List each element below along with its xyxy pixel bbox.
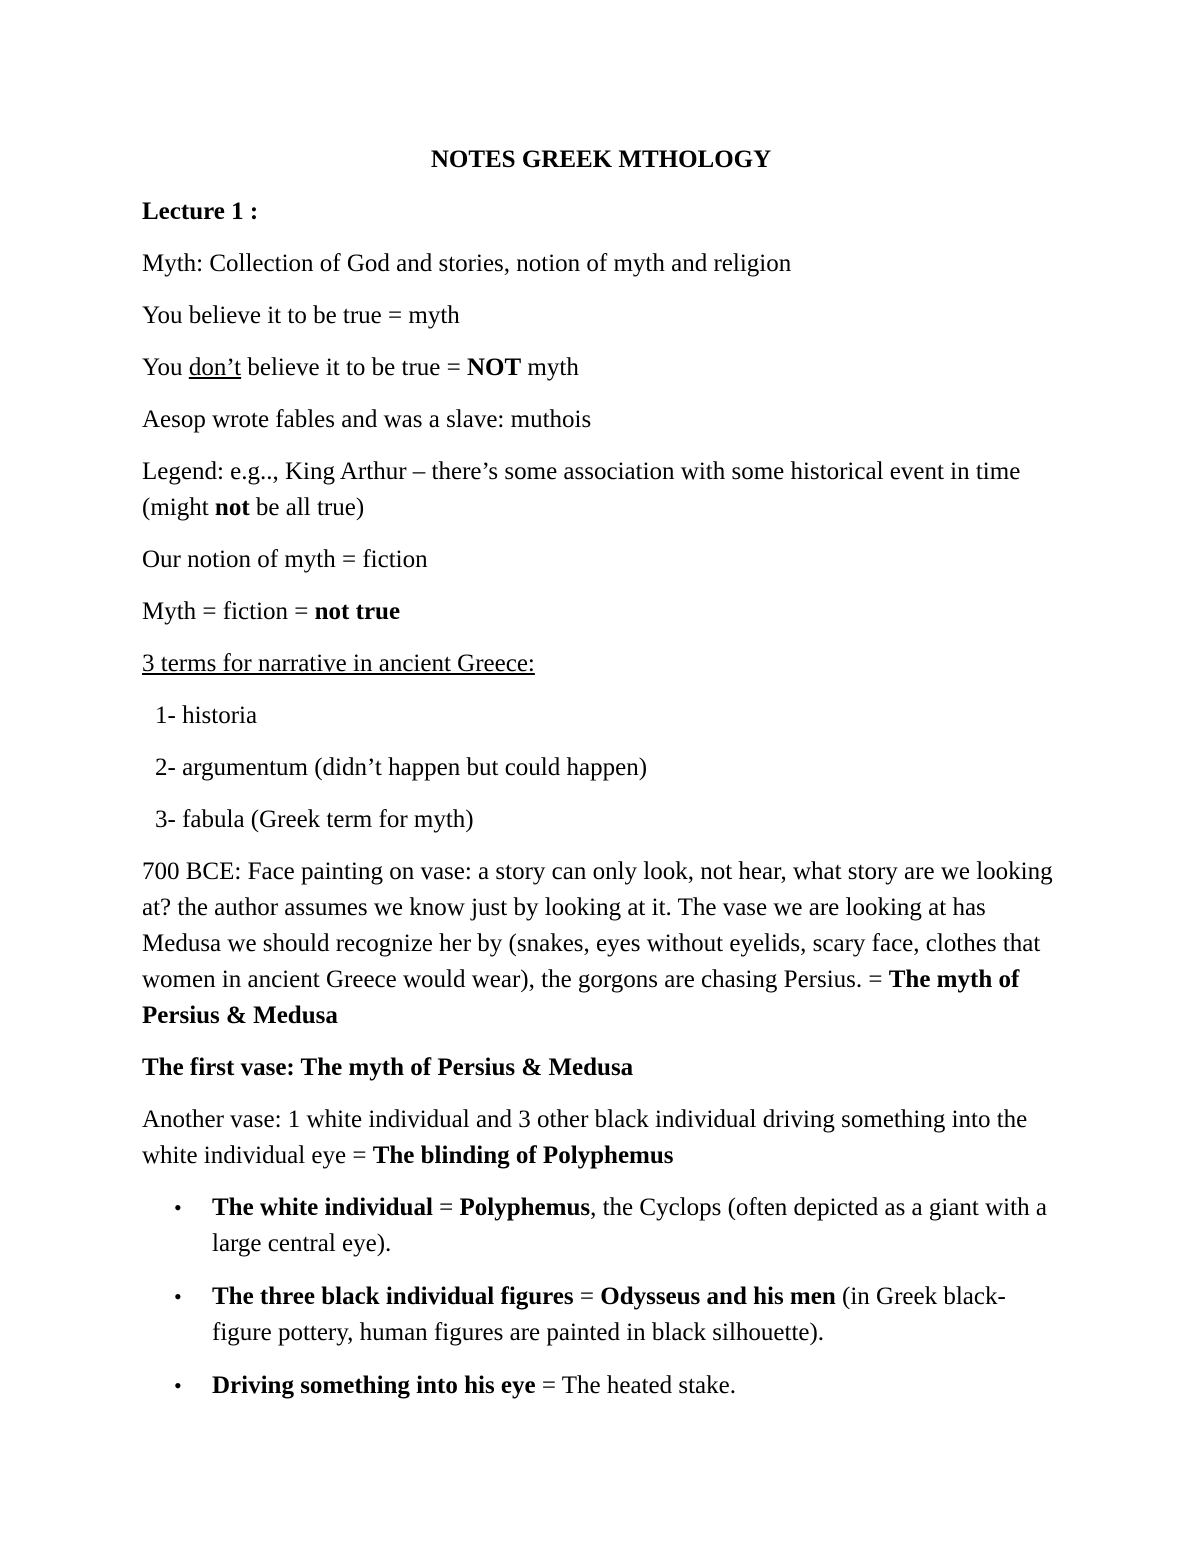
- text: =: [432, 1194, 460, 1221]
- bullet-icon: •: [174, 1195, 182, 1220]
- paragraph-dont-believe: [142, 350, 1060, 386]
- list-item: [142, 1190, 1060, 1262]
- text: The heated stake.: [561, 1372, 736, 1399]
- paragraph-vase-description: [142, 854, 1060, 1034]
- text: , the Cyclops (often depicted as a giant with a large central eye).: [212, 1194, 1047, 1257]
- text: (in Greek black-figure pottery, human figures are painted in black silhouette).: [212, 1283, 1006, 1346]
- bold-text: NOT: [466, 354, 522, 381]
- term-item: 3- fabula (Greek term for myth): [155, 806, 474, 833]
- list-item: [142, 1279, 1060, 1351]
- bold-text: Odysseus and his men: [600, 1283, 836, 1310]
- page-title: NOTES GREEK MTHOLOGY: [430, 146, 772, 173]
- bold-text: The three black individual figures: [212, 1283, 574, 1310]
- term-item: 2- argumentum (didn’t happen but could happen): [155, 754, 648, 781]
- bold-text: The white individual: [212, 1194, 433, 1221]
- paragraph-aesop: Aesop wrote fables and was a slave: muthois: [142, 406, 592, 433]
- text: Legend: e.g.., King Arthur – there’s some association with some historical event in time (might: [142, 458, 1021, 521]
- term-item: 1- historia: [155, 702, 258, 729]
- text: 700 BCE: Face painting on vase: a story can only look, not hear, what story are we looking at? the author assumes we know just by looking at it. The vase we are looking at has Medusa we should recognize her by (snakes, eyes without eyelids, scary face, clothes that women in ancient Greece would wear), the gorgons are chasing Persius. =: [142, 858, 1053, 993]
- bold-text: Driving something into his eye: [212, 1372, 536, 1399]
- text: myth: [521, 354, 579, 381]
- text: =: [535, 1372, 562, 1399]
- underlined-text: don’t: [188, 354, 242, 381]
- lecture-heading: Lecture 1 :: [142, 198, 259, 225]
- text: be all true): [249, 494, 365, 521]
- paragraph-myth-not-true: [142, 594, 1060, 630]
- list-item: [142, 1368, 1060, 1404]
- paragraph-first-vase: The first vase: The myth of Persius & Medusa: [142, 1054, 634, 1081]
- paragraph-notion-fiction: Our notion of myth = fiction: [142, 546, 428, 573]
- bullet-list: [142, 1190, 1060, 1404]
- terms-heading: 3 terms for narrative in ancient Greece:: [142, 650, 535, 677]
- bold-text: not: [214, 494, 250, 521]
- text: Another vase: 1 white individual and 3 other black individual driving something into the white individual eye =: [142, 1106, 1028, 1169]
- paragraph-believe-true: You believe it to be true = myth: [142, 302, 460, 329]
- text: Myth = fiction =: [142, 598, 315, 625]
- text: You: [142, 354, 189, 381]
- bold-text: not true: [314, 598, 401, 625]
- paragraph-myth-definition: Myth: Collection of God and stories, notion of myth and religion: [142, 250, 792, 277]
- text: believe it to be true =: [241, 354, 467, 381]
- bold-text: The myth of Persius & Medusa: [142, 966, 1020, 1029]
- bold-text: The blinding of Polyphemus: [372, 1142, 674, 1169]
- paragraph-legend: [142, 454, 1060, 526]
- bullet-icon: •: [174, 1284, 182, 1309]
- bullet-icon: •: [174, 1373, 182, 1398]
- paragraph-another-vase: [142, 1102, 1060, 1174]
- document-body: [142, 142, 1060, 1421]
- text: =: [573, 1283, 601, 1310]
- bold-text: Polyphemus: [459, 1194, 591, 1221]
